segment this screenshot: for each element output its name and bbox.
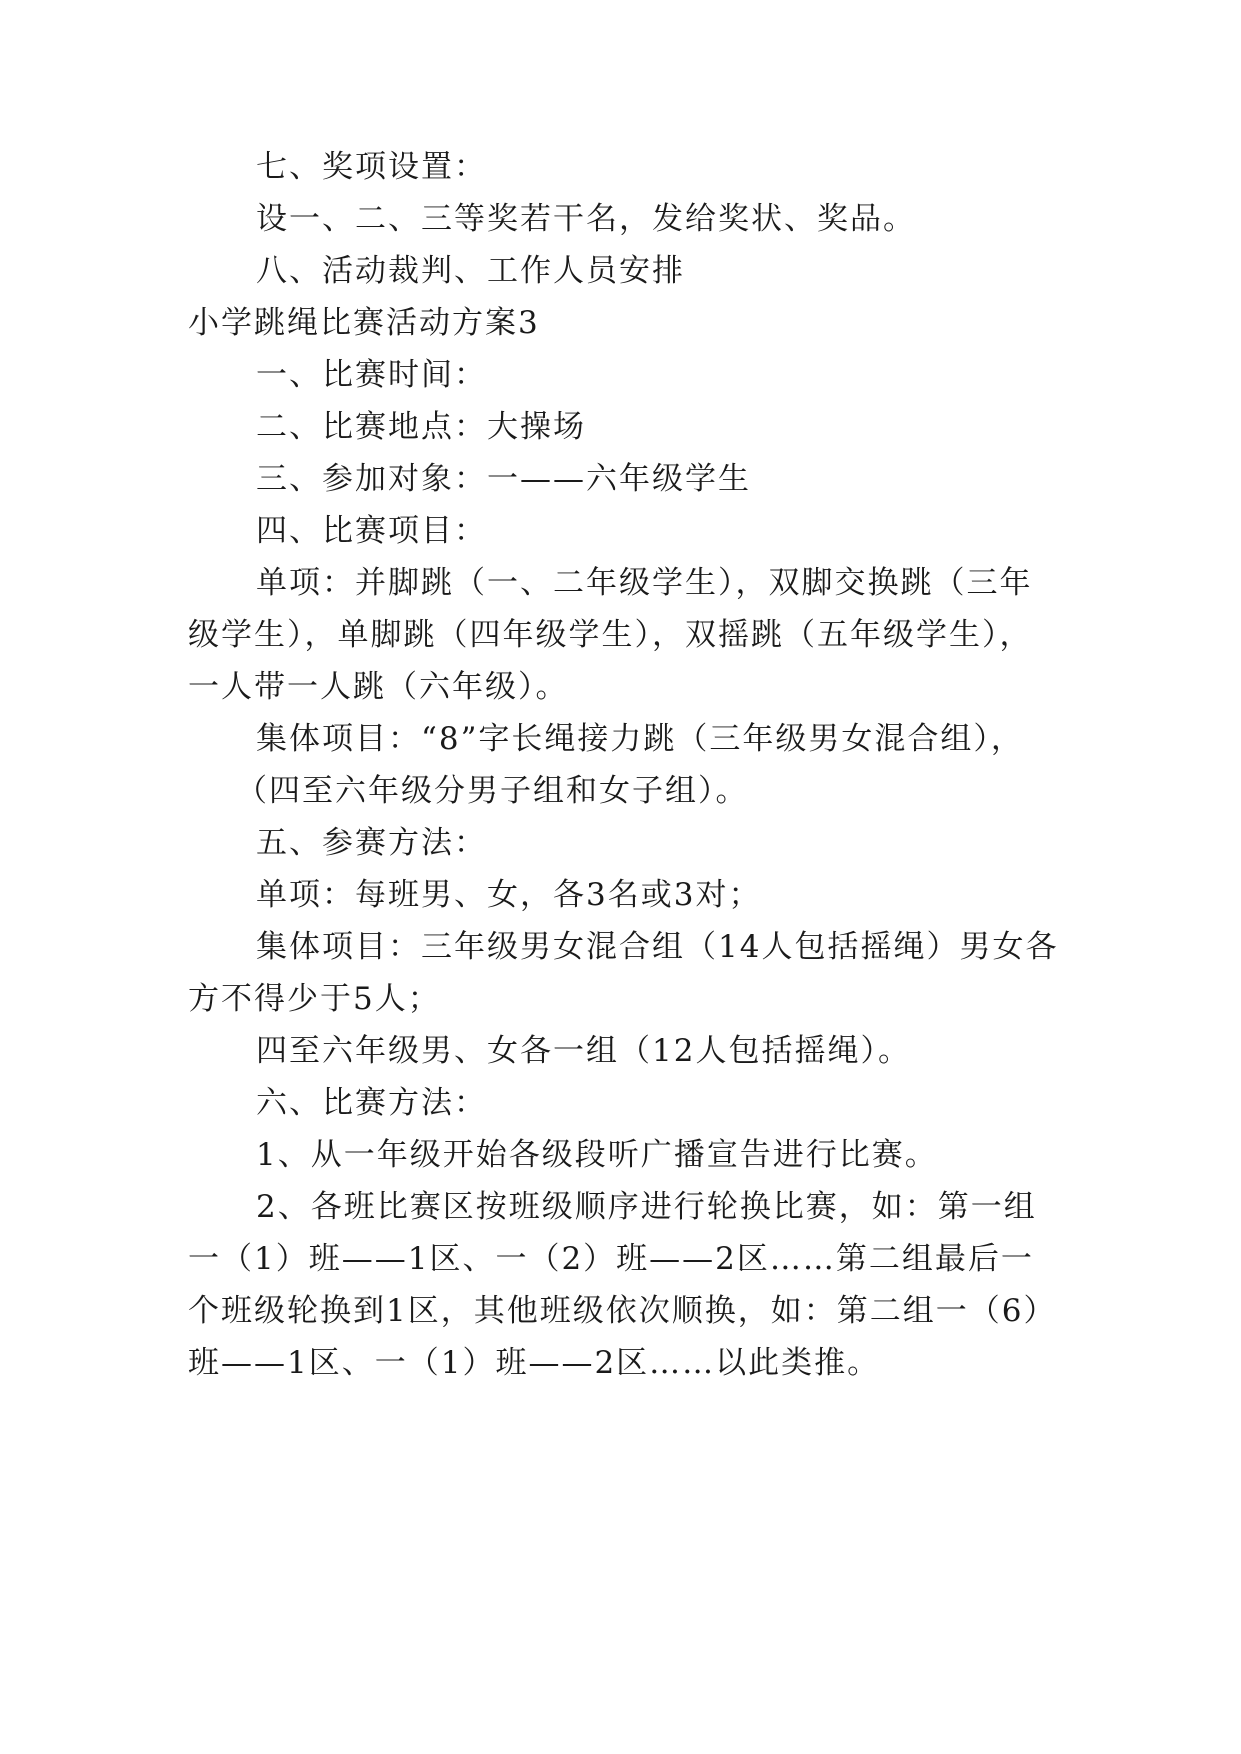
section-heading-awards: 七、奖项设置： bbox=[256, 149, 487, 185]
paragraph-line: 四至六年级男、女各一组（12人包括摇绳）。 bbox=[256, 1033, 911, 1069]
section-heading-staff: 八、活动裁判、工作人员安排 bbox=[256, 253, 685, 289]
paragraph-line: 单项：并脚跳（一、二年级学生），双脚交换跳（三年 bbox=[256, 565, 1033, 601]
section-heading-entry-method: 五、参赛方法： bbox=[256, 825, 487, 861]
paragraph-line: （四至六年级分男子组和女子组）。 bbox=[236, 773, 749, 809]
paragraph-line: 级学生），单脚跳（四年级学生），双摇跳（五年级学生）， bbox=[188, 617, 1033, 653]
section-heading-time: 一、比赛时间： bbox=[256, 357, 487, 393]
paragraph-line: 2、各班比赛区按班级顺序进行轮换比赛，如：第一组 bbox=[256, 1189, 1037, 1225]
section-heading-competition-method: 六、比赛方法： bbox=[256, 1085, 487, 1121]
paragraph-line: 班——1区、一（1）班——2区……以此类推。 bbox=[188, 1345, 881, 1381]
paragraph-line: 单项：每班男、女，各3名或3对； bbox=[256, 877, 762, 913]
paragraph-line: 1、从一年级开始各级段听广播宣告进行比赛。 bbox=[256, 1137, 938, 1173]
paragraph-line: 集体项目：“8”字长绳接力跳（三年级男女混合组）， bbox=[256, 721, 1024, 757]
paragraph-line: 集体项目：三年级男女混合组（14人包括摇绳）男女各 bbox=[256, 929, 1059, 965]
paragraph-line: 一（1）班——1区、一（2）班——2区……第二组最后一 bbox=[188, 1241, 1034, 1277]
paragraph-line: 方不得少于5人； bbox=[188, 981, 441, 1017]
document-title: 小学跳绳比赛活动方案3 bbox=[188, 305, 540, 341]
section-heading-events: 四、比赛项目： bbox=[256, 513, 487, 549]
section-heading-participants: 三、参加对象：一——六年级学生 bbox=[256, 461, 751, 497]
paragraph-line: 设一、二、三等奖若干名，发给奖状、奖品。 bbox=[256, 201, 916, 237]
paragraph-line: 一人带一人跳（六年级）。 bbox=[188, 669, 569, 705]
section-heading-location: 二、比赛地点：大操场 bbox=[256, 409, 586, 445]
paragraph-line: 个班级轮换到1区，其他班级依次顺换，如：第二组一（6） bbox=[188, 1293, 1057, 1329]
